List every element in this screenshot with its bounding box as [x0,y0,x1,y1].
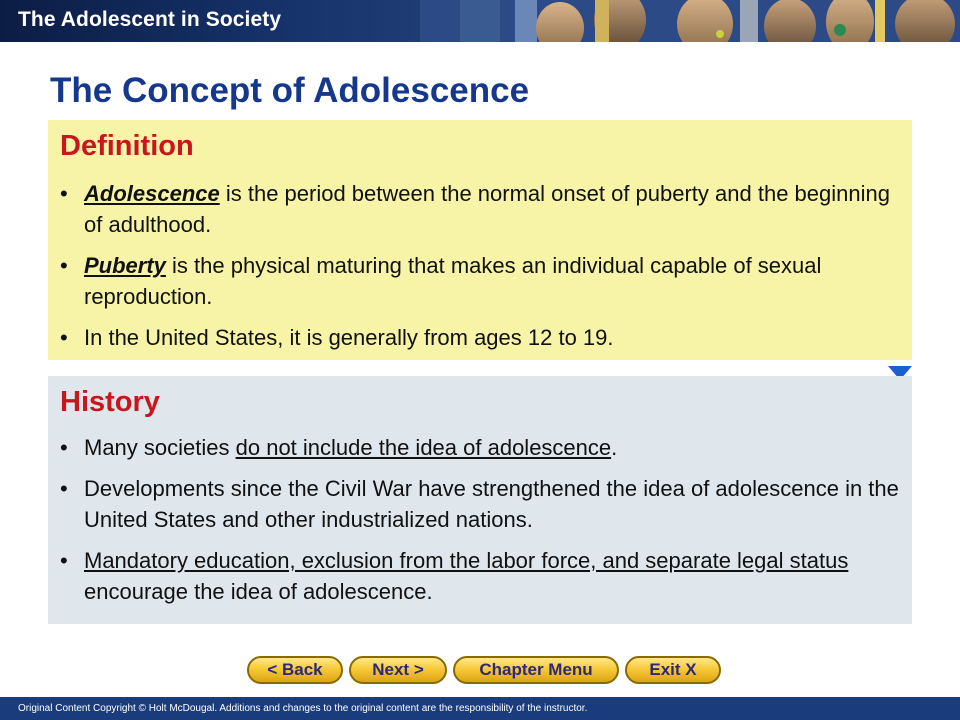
header-bar [0,0,960,42]
list-item [60,473,905,535]
history-text: encourage the idea of adolescence. [84,579,433,604]
term-adolescence: Adolescence [84,181,220,206]
header-collage-image [420,0,960,42]
copyright-text: Original Content Copyright © Holt McDougal. Additions and changes to the original content are the responsibility of the instructor. [18,703,588,714]
history-heading: History [60,386,160,418]
definition-text: In the United States, it is generally from ages 12 to 19. [84,325,614,350]
history-text: Developments since the Civil War have strengthened the idea of adolescence in the United States and other industrialized nations. [84,476,899,532]
list-item [60,178,905,240]
slide-title: The Concept of Adolescence [50,71,530,110]
list-item [60,322,905,353]
history-underlined-text: do not include the idea of adolescence [235,435,612,460]
history-text: Many societies [84,435,236,460]
history-panel [48,376,912,624]
next-button[interactable]: Next > [349,656,447,684]
definition-panel [48,120,912,360]
footer-bar [0,697,960,720]
list-item [60,432,905,463]
chapter-menu-button[interactable]: Chapter Menu [453,656,619,684]
history-list [60,432,905,617]
history-text: . [611,435,618,460]
definition-text: is the physical maturing that makes an individual capable of sexual reproduction. [84,253,822,309]
exit-button[interactable]: Exit X [625,656,721,684]
list-item [60,545,905,607]
term-puberty: Puberty [84,253,166,278]
list-item [60,250,905,312]
definition-heading: Definition [60,130,194,162]
definition-text: is the period between the normal onset of puberty and the beginning of adulthood. [84,181,890,237]
definition-list [60,178,905,363]
header-title: The Adolescent in Society [18,8,282,31]
back-button[interactable]: < Back [247,656,343,684]
history-underlined-text: Mandatory education, exclusion from the labor force, and separate legal status [84,548,849,573]
